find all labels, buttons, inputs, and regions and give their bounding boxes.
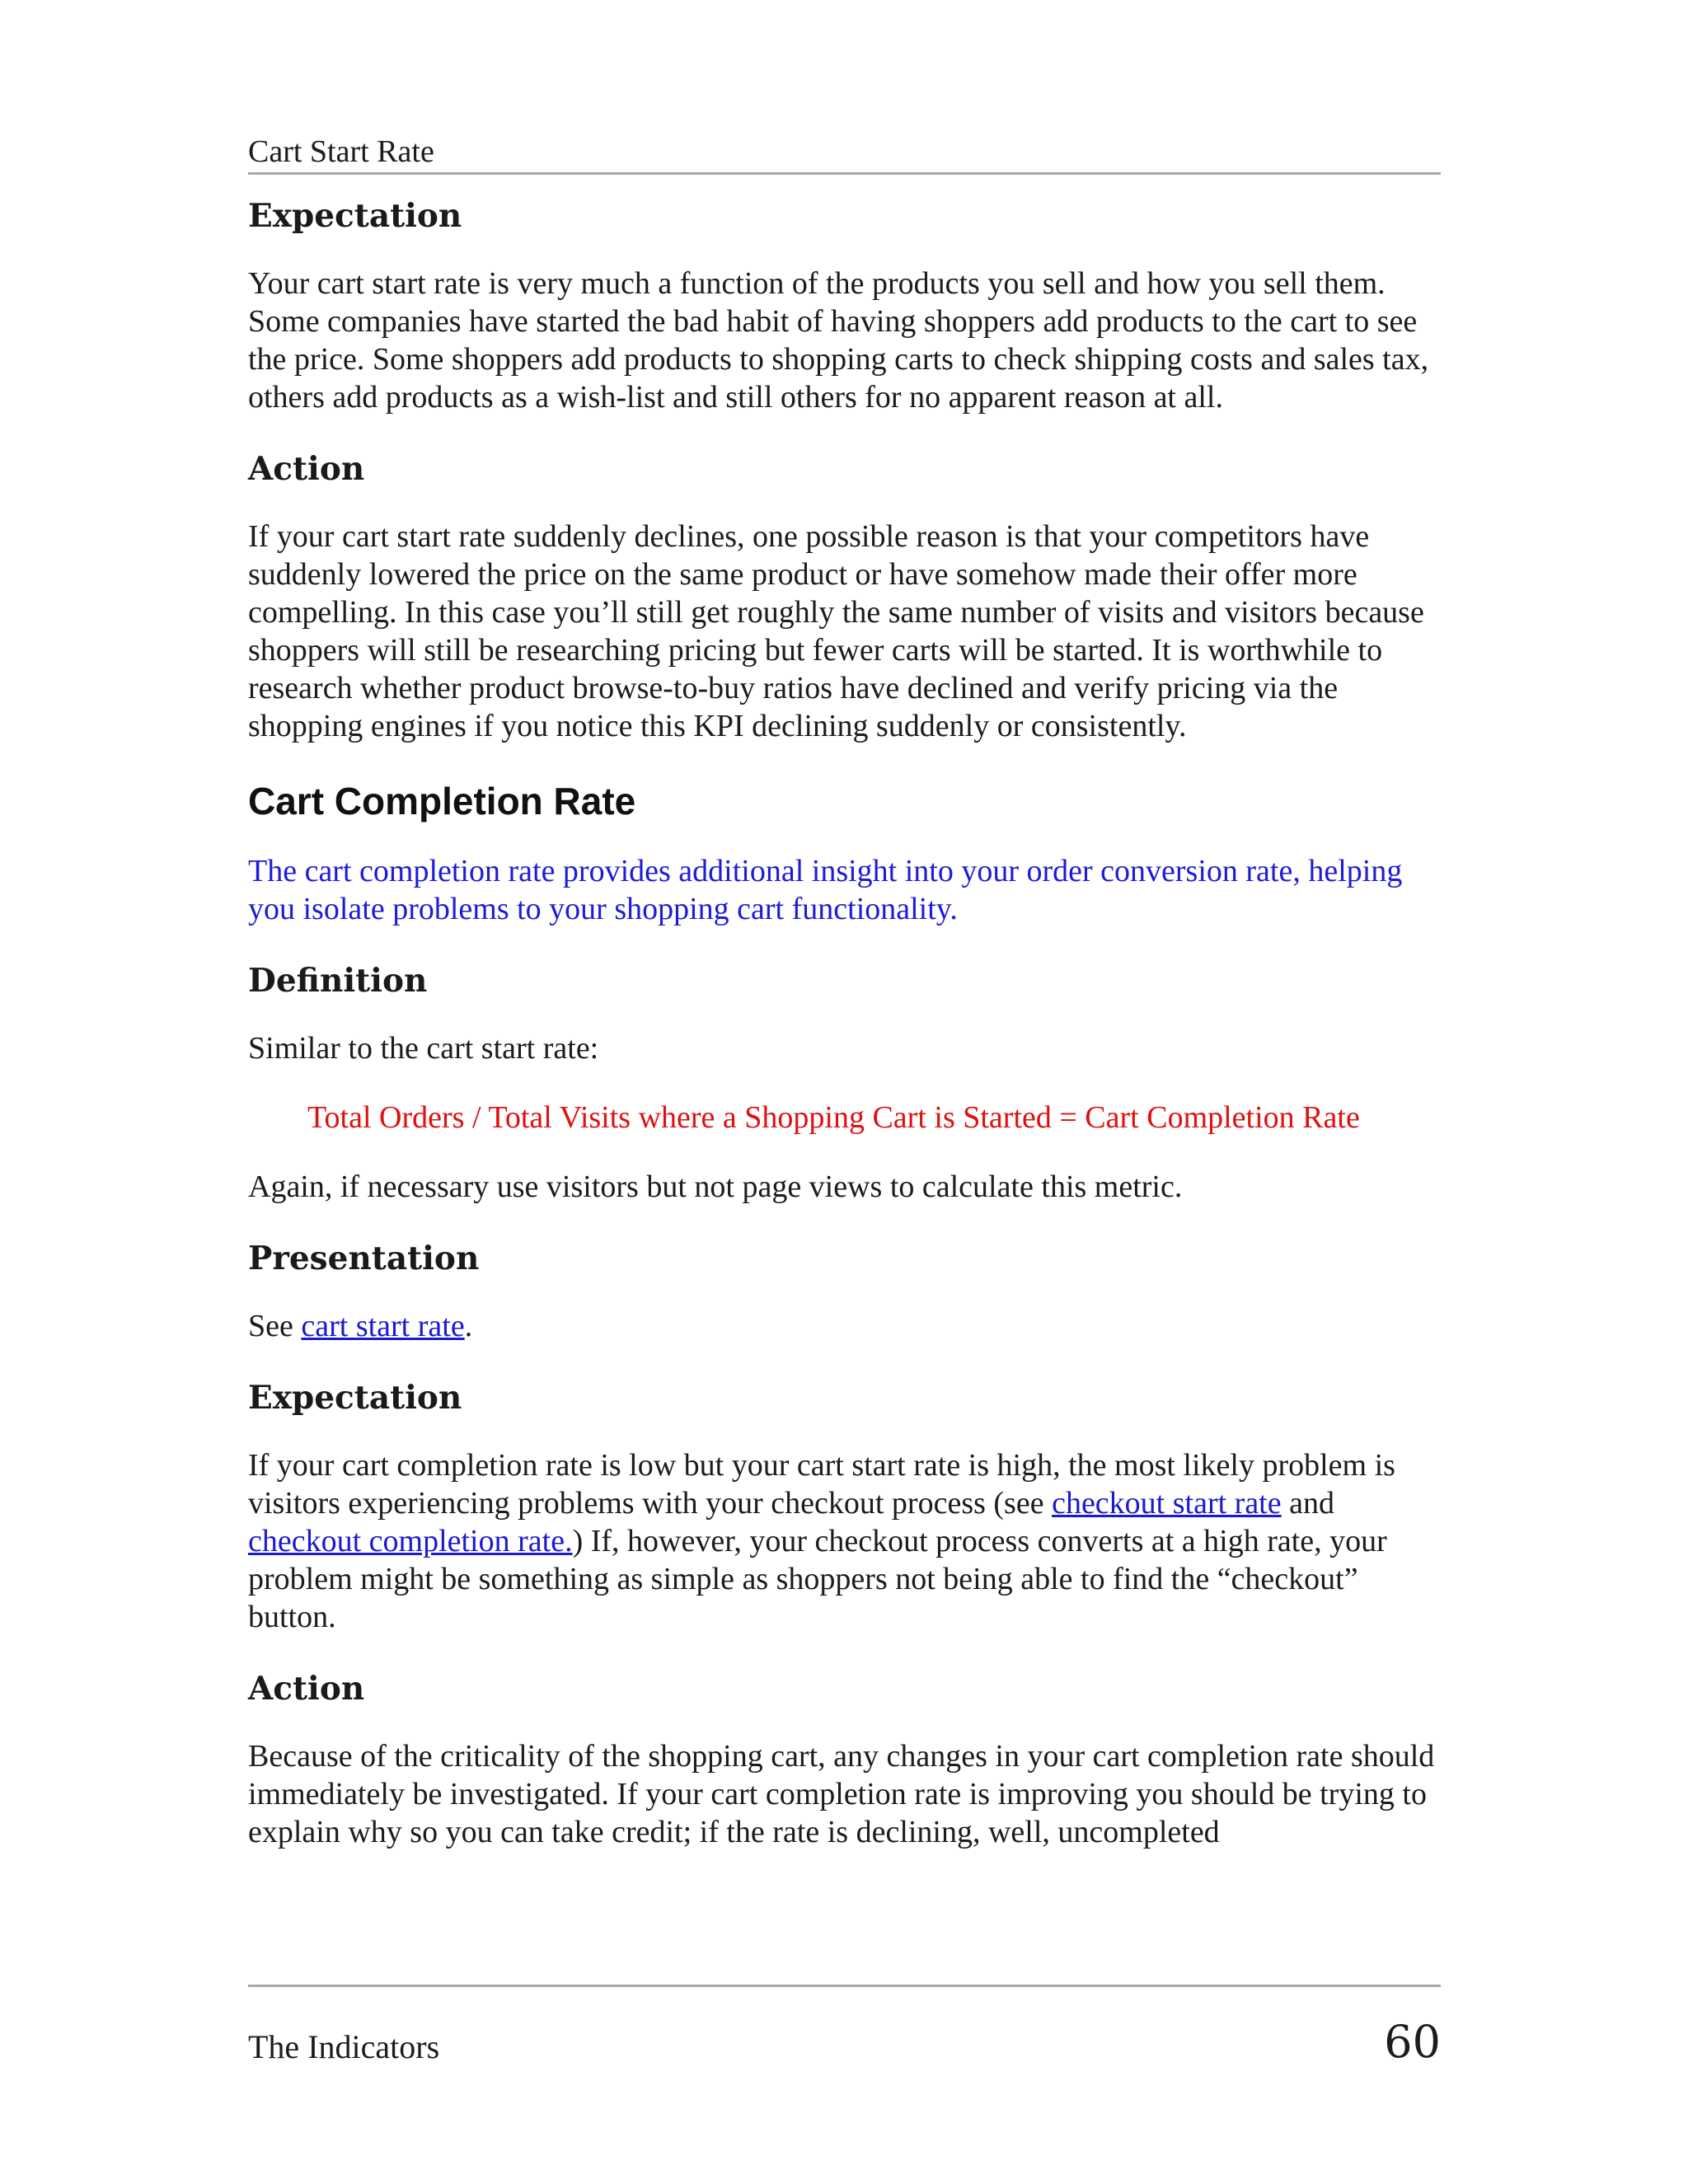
expectation-text-part1: If your cart completion rate is low but your cart start rate is high, the most likely problem is visitors experiencing problems with your checkout process (see xyxy=(248,1448,1395,1521)
expectation-paragraph-2 xyxy=(248,1446,1443,1636)
header-rule xyxy=(248,172,1441,175)
footer-section-title: The Indicators xyxy=(248,2028,440,2065)
definition-paragraph: Similar to the cart start rate: xyxy=(248,1031,599,1066)
expectation-heading: Expectation xyxy=(248,197,462,235)
expectation-heading-2: Expectation xyxy=(248,1379,462,1417)
formula: Total Orders / Total Visits where a Shopping Cart is Started = Cart Completion Rate xyxy=(307,1100,1360,1135)
page-body xyxy=(248,194,1443,1882)
page-number: 60 xyxy=(1384,2016,1441,2068)
definition-heading: Definition xyxy=(248,962,428,1000)
action-paragraph-2: Because of the criticality of the shopping cart, any changes in your cart completion rate should immediately be investigated. If your cart completion rate is improving you should be trying to explain why so you can take credit; if the rate is declining, well, uncompleted xyxy=(248,1739,1435,1849)
cart-start-rate-link[interactable]: cart start rate xyxy=(301,1309,465,1343)
running-header: Cart Start Rate xyxy=(248,134,434,169)
section-title: Cart Completion Rate xyxy=(248,780,636,823)
footer-rule xyxy=(248,1985,1441,1987)
checkout-completion-rate-link[interactable]: checkout completion rate. xyxy=(248,1524,573,1558)
action-heading: Action xyxy=(248,450,365,488)
expectation-paragraph: Your cart start rate is very much a function of the products you sell and how you sell them. Some companies have started the bad habit of having shoppers add products to the cart to see the price. Some shoppers add products to shopping carts to check shipping costs and sales tax, others add products as a wish-list and still others for no apparent reason at all. xyxy=(248,266,1429,415)
section-intro: The cart completion rate provides additional insight into your order conversion rate, helping you isolate problems to your shopping cart functionality. xyxy=(248,854,1403,926)
expectation-text-part3: ) If, however, your checkout process converts at a high rate, your problem might be something as simple as shoppers not being able to find the “checkout” button. xyxy=(248,1524,1387,1634)
presentation-suffix: . xyxy=(464,1309,473,1343)
presentation-heading: Presentation xyxy=(248,1240,480,1277)
presentation-paragraph xyxy=(248,1307,1443,1345)
action-paragraph: If your cart start rate suddenly declines, one possible reason is that your competitors have suddenly lowered the price on the same product or have somehow made their offer more compelling. In this case you’ll still get roughly the same number of visits and visitors because shoppers will still be researching pricing but fewer carts will be started. It is worthwhile to research whether product browse-to-buy ratios have declined and verify pricing via the shopping engines if you notice this KPI declining suddenly or consistently. xyxy=(248,519,1424,743)
checkout-start-rate-link[interactable]: checkout start rate xyxy=(1052,1486,1282,1521)
definition-note: Again, if necessary use visitors but not page views to calculate this metric. xyxy=(248,1169,1183,1204)
action-heading-2: Action xyxy=(248,1670,365,1708)
presentation-prefix: See xyxy=(248,1309,302,1343)
expectation-text-part2: and xyxy=(1281,1486,1334,1521)
